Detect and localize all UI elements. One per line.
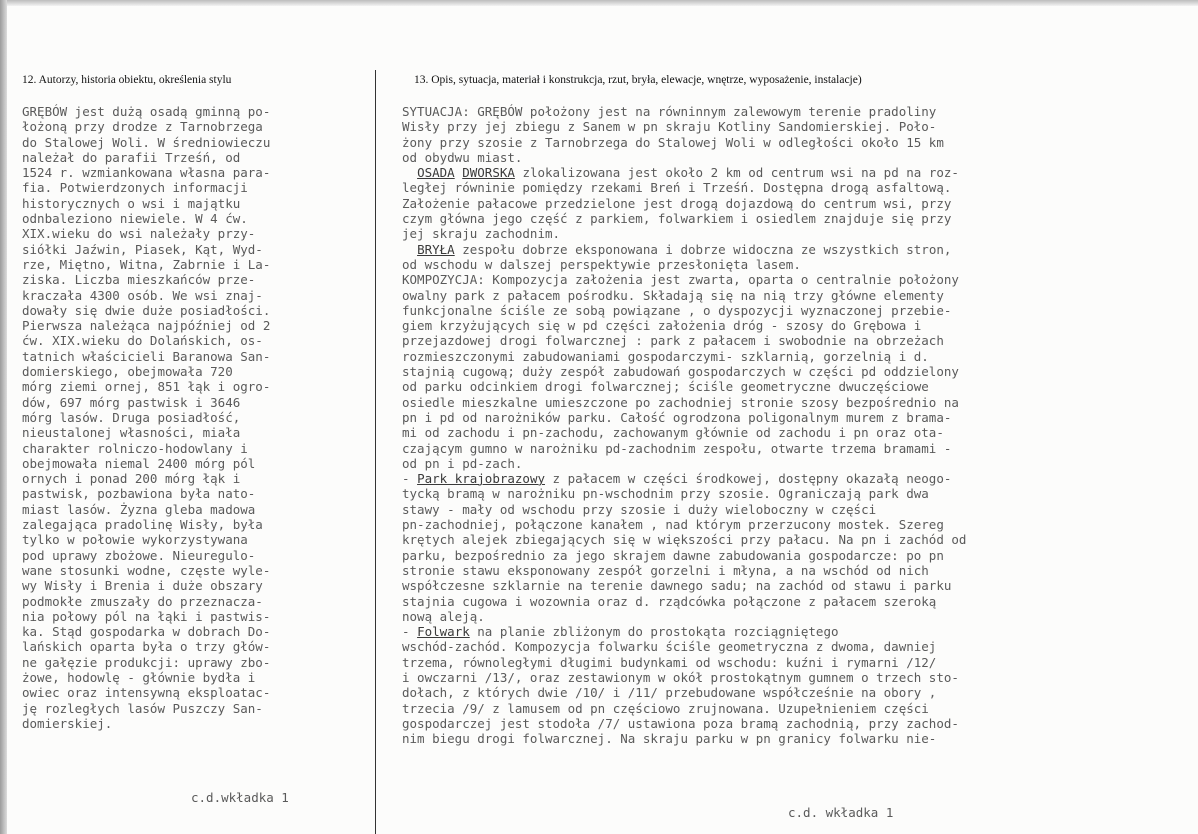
text-line: BRYŁA zespołu dobrze eksponowana i dobrze widoczna ze wszystkich stron, xyxy=(417,241,952,257)
text-line: należał do parafii Trześń, od xyxy=(22,149,241,165)
text-line: stajnia cugowa i wozownia oraz d. rządcówka połączone z pałacem szeroką xyxy=(402,593,937,609)
text-line: XIX.wieku do wsi należały przy- xyxy=(22,226,256,242)
underlined-term: BRYŁA xyxy=(417,241,455,257)
text-line: trzecia /9/ z lamusem od pn częściowo zrujnowana. Uzupełnieniem części xyxy=(402,700,929,716)
text-line: tylko w połowie wykorzystywana xyxy=(22,532,248,548)
text-line: trzema, równoległymi długimi budynkami od wschodu: kuźni i rymarni /12/ xyxy=(402,654,937,670)
text-line: czym główna jego część z parkiem, folwarkiem i osiedlem znajduje się przy xyxy=(402,211,952,227)
text-line: stronie stawu eksponowany zespół gorzelni i młyna, a na wschód od nich xyxy=(402,562,929,578)
text-line: wschód-zachód. Kompozycja folwarku ściśle geometryczna z dwoma, dawniej xyxy=(402,639,937,655)
description-text-column xyxy=(402,104,966,746)
text-line: ję rozległych lasów Puszczy San- xyxy=(22,700,263,716)
text-line: nieustalonej własności, miała xyxy=(22,425,241,441)
text-line: rozmieszczonymi zabudowaniami gospodarczymi- szklarnią, gorzelnią i d. xyxy=(402,348,929,364)
text-line: domierskiej. xyxy=(22,715,113,731)
text-line: funkcjonalne ściśle ze sobą powiązane , o dyspozycji wyznaczonej przebie- xyxy=(402,302,952,318)
text-line: obejmowała niemal 2400 mórg pól xyxy=(22,455,256,471)
text-line: gospodarczej jest stodoła /7/ ustawiona poza bramą zachodnią, przy zachod- xyxy=(402,715,959,731)
text-line: 1524 r. wzmiankowana własna para- xyxy=(22,165,271,181)
column-divider xyxy=(375,70,376,834)
text-line: mórg ziemi ornej, 851 łąk i ogro- xyxy=(22,379,271,395)
text-line: współczesne szklarnie na terenie dawnego sadu; na zachód od stawu i parku xyxy=(402,578,952,594)
text-line: ornych i ponad 200 mórg łąk i xyxy=(22,471,241,487)
text-line: i owczarni /13/, oraz zestawionym w okół prostokątnym gumnem o trzech sto- xyxy=(402,669,959,685)
history-text-column xyxy=(22,104,270,731)
text-line: dołach, z których dwie /10/ i /11/ przebudowane współcześnie na obory , xyxy=(402,685,937,701)
text-line: jej skraju zachodnim. xyxy=(402,226,561,242)
text-line: nową aleją. xyxy=(402,608,485,624)
text-line: krętych alejek zbiegających się w większości przy pałacu. Na pn i zachód od xyxy=(402,532,967,548)
text-line: pod uprawy zbożowe. Nieuregulo- xyxy=(22,547,256,563)
text-line: ne gałęzie produkcji: uprawy zbo- xyxy=(22,654,271,670)
section-13-heading: 13. Opis, sytuacja, materiał i konstrukcja, rzut, bryła, elewacje, wnętrze, wyposażenie, instalacje) xyxy=(414,74,862,86)
text-line: łożoną przy drodze z Tarnobrzega xyxy=(22,119,263,135)
text-line: ćw. XIX.wieku do Dolańskich, os- xyxy=(22,333,263,349)
page-edge-shadow-left xyxy=(0,0,7,834)
text-line: do Stalowej Woli. W średniowieczu xyxy=(22,134,271,150)
continuation-note-right: c.d. wkładka 1 xyxy=(788,805,894,820)
text-line: odnbaleziono niewiele. W 4 ćw. xyxy=(22,211,248,227)
text-line: ległej równinie pomiędzy rzekami Breń i Trześń. Dostępna drogą asfaltową. xyxy=(402,180,952,196)
text-line: od obydwu miast. xyxy=(402,149,523,165)
text-line: wane stosunki wodne, częste wyle- xyxy=(22,562,271,578)
text-line: nia połowy pól na łąki i pastwis- xyxy=(22,608,271,624)
text-line: SYTUACJA: GRĘBÓW położony jest na równinnym zalewowym terenie pradoliny xyxy=(402,104,937,119)
text-line: - Folwark na planie zbliżonym do prostokąta rozciągniętego xyxy=(402,624,839,640)
text-line: pn i pd od narożników parku. Całość ogrodzona poligonalnym murem z brama- xyxy=(402,409,952,425)
text-line: podmokłe zmuszały do przeznacza- xyxy=(22,593,263,609)
text-line: osiedle mieszkalne umieszczone po zachodniej stronie szosy bezpośrednio na xyxy=(402,394,959,410)
text-line: KOMPOZYCJA: Kompozycja założenia jest zwarta, oparta o centralnie położony xyxy=(402,272,959,288)
text-line: Pierwsza należąca najpóźniej od 2 xyxy=(22,318,271,334)
underlined-term: OSADA xyxy=(417,165,455,181)
text-line: GRĘBÓW jest dużą osadą gminną po- xyxy=(22,104,271,119)
underlined-term: DWORSKA xyxy=(462,165,515,181)
text-line: charakter rolniczo-hodowlany i xyxy=(22,440,248,456)
page-edge-shadow-top xyxy=(0,0,1198,6)
text-line: zalegająca pradolinę Wisły, była xyxy=(22,517,263,533)
text-line: dów, 697 mórg pastwisk i 3646 xyxy=(22,394,241,410)
text-line: mórg lasów. Druga posiadłość, xyxy=(22,409,241,425)
continuation-note-left: c.d.wkładka 1 xyxy=(191,790,289,805)
text-line: stawy - mały od wschodu przy szosie i duży wieloboczny w części xyxy=(402,501,877,517)
text-line: tatnich właścicieli Baranowa San- xyxy=(22,348,271,364)
text-line: ka. Stąd gospodarka w dobrach Do- xyxy=(22,624,271,640)
text-line: rze, Miętno, Witna, Zabrnie i La- xyxy=(22,256,271,272)
text-line: pn-zachodniej, połączone kanałem , nad którym przerzucony mostek. Szereg xyxy=(402,517,944,533)
text-line: od pn i pd-zach. xyxy=(402,455,523,471)
text-line: - Park krajobrazowy z pałacem w części środkowej, dostępny okazałą neogo- xyxy=(402,471,952,487)
text-line: żony przy szosie z Tarnobrzega do Stalowej Woli w odległości około 15 km xyxy=(402,134,944,150)
text-line: domierskiego, obejmowała 720 xyxy=(22,364,233,380)
text-line: tycką bramą w narożniku pn-wschodnim przy szosie. Ograniczają park dwa xyxy=(402,486,929,502)
text-line: owalny park z pałacem pośrodku. Składają się na nią trzy główne elementy xyxy=(402,287,944,303)
section-12-heading: 12. Autorzy, historia obiektu, określenia stylu xyxy=(22,74,232,86)
text-line: lańskich oparta była o trzy głów- xyxy=(22,639,271,655)
text-line: wy Wisły i Brenia i duże obszary xyxy=(22,578,263,594)
text-line: Wisły przy jej zbiegu z Sanem w pn skraju Kotliny Sandomierskiej. Poło- xyxy=(402,119,937,135)
underlined-term: Park krajobrazowy xyxy=(417,471,545,487)
text-line: parku, bezpośrednio za jego skrajem dawne zabudowania gospodarcze: po pn xyxy=(402,547,944,563)
text-line: fia. Potwierdzonych informacji xyxy=(22,180,248,196)
text-line: czającym gumno w narożniku pd-zachodnim zespołu, otwarte trzema bramami - xyxy=(402,440,952,456)
text-line: siółki Jaźwin, Piasek, Kąt, Wyd- xyxy=(22,241,263,257)
text-line: od parku odcinkiem drogi folwarcznej; ściśle geometryczne dwuczęściowe xyxy=(402,379,929,395)
text-line: miast lasów. Żyzna gleba madowa xyxy=(22,501,256,517)
text-line: kraczała 4300 osób. We wsi znaj- xyxy=(22,287,263,303)
text-line: mi od zachodu i pn-zachodu, zachowanym głównie od zachodu i pn oraz ota- xyxy=(402,425,944,441)
text-line: dowały się dwie duże posiadłości. xyxy=(22,302,271,318)
text-line: od wschodu w dalszej perspektywie przesłonięta lasem. xyxy=(402,256,801,272)
text-line: Założenie pałacowe przedzielone jest drogą dojazdową do centrum wsi, przy xyxy=(402,195,952,211)
text-line: żowe, hodowlę - głównie bydła i xyxy=(22,669,256,685)
text-line: przejazdowej drogi folwarcznej : park z pałacem i swobodnie na obrzeżach xyxy=(402,333,944,349)
text-line: owiec oraz intensywną eksploatac- xyxy=(22,685,271,701)
text-line: OSADA DWORSKA zlokalizowana jest około 2 km od centrum wsi na pd na roz- xyxy=(417,165,959,181)
text-line: pastwisk, pozbawiona była nato- xyxy=(22,486,256,502)
text-line: historycznych o wsi i majątku xyxy=(22,195,241,211)
text-line: nim biegu drogi folwarcznej. Na skraju parku w pn granicy folwarku nie- xyxy=(402,731,937,747)
text-line: ziska. Liczba mieszkańców prze- xyxy=(22,272,256,288)
underlined-term: Folwark xyxy=(417,624,470,640)
text-line: giem krzyżujących się w pd części założenia dróg - szosy do Grębowa i xyxy=(402,318,922,334)
text-line: stajnią cugową; duży zespół zabudowań gospodarczych w części pd oddzielony xyxy=(402,364,959,380)
